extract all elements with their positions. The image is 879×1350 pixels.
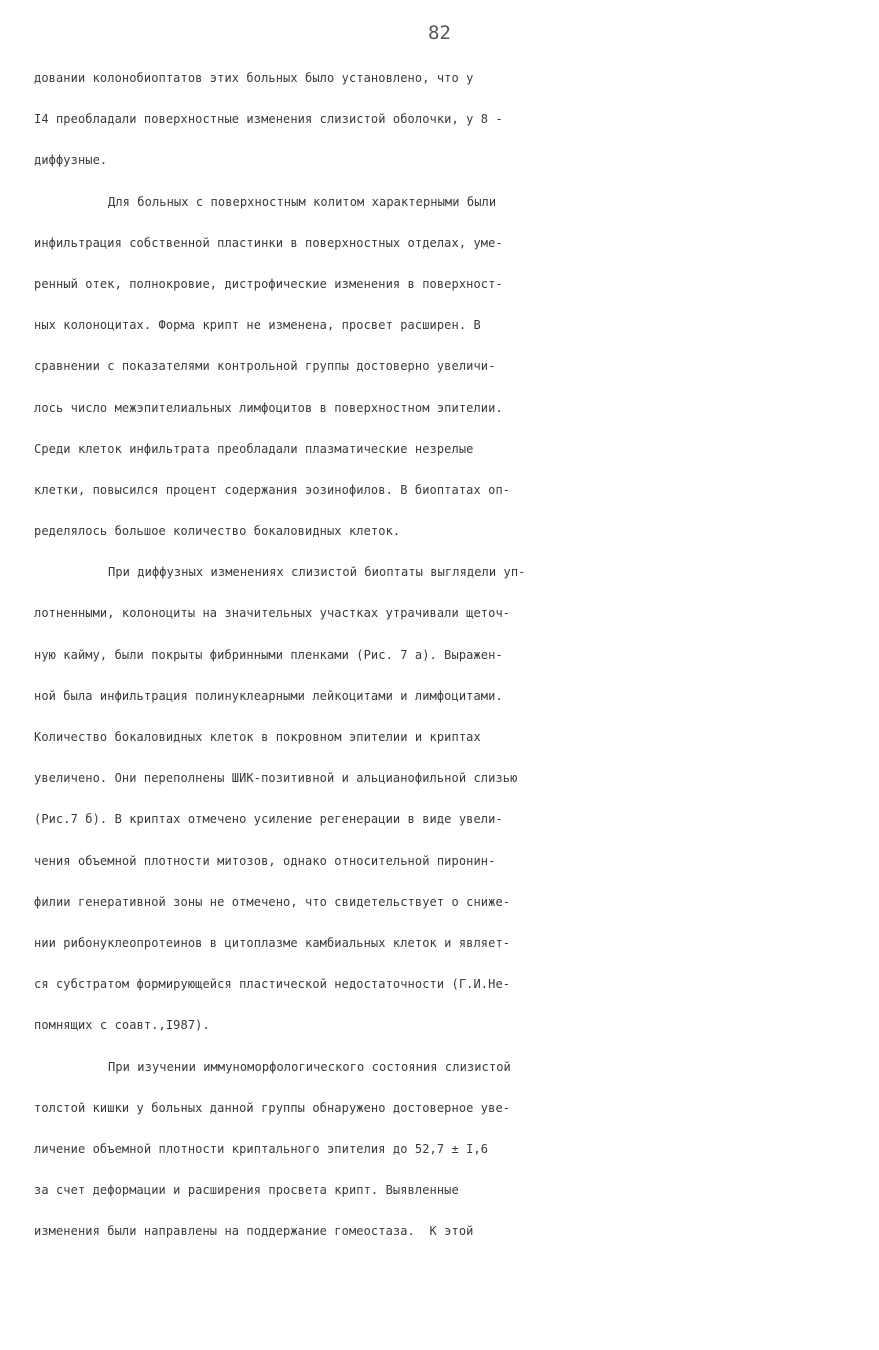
text-line: лось число межэпителиальных лимфоцитов в поверхностном эпителии.: [34, 400, 503, 415]
text-line: филии генеративной зоны не отмечено, что свидетельствует о сниже-: [34, 894, 511, 909]
text-line: клетки, повысился процент содержания эозинофилов. В биоптатах оп-: [34, 482, 511, 497]
text-line: Среди клеток инфильтрата преобладали плазматические незрелые: [34, 441, 474, 456]
text-line: довании колонобиоптатов этих больных было установлено, что у: [34, 71, 474, 85]
text-line: I4 преобладали поверхностные изменения слизистой оболочки, у 8 -: [34, 112, 503, 127]
text-line: изменения были направлены на поддержание гомеостаза. К этой: [34, 1224, 474, 1239]
text-line: При изучении иммуноморфологического состояния слизистой: [108, 1059, 511, 1074]
body-text: [34, 58, 844, 1252]
text-line: При диффузных изменениях слизистой биоптаты выглядели уп-: [108, 565, 526, 580]
text-line: ся субстратом формирующейся пластической недостаточности (Г.И.Не-: [34, 977, 511, 992]
text-line: лотненными, колоноциты на значительных участках утрачивали щеточ-: [34, 606, 511, 621]
text-line: ределялось большое количество бокаловидных клеток.: [34, 524, 401, 539]
text-line: диффузные.: [34, 153, 108, 168]
page-number: 82: [428, 22, 451, 44]
text-line: толстой кишки у больных данной группы обнаружено достоверное уве-: [34, 1100, 511, 1115]
text-line: помнящих с соавт.,I987).: [34, 1018, 210, 1033]
text-line: Количество бокаловидных клеток в покровном эпителии и криптах: [34, 730, 481, 744]
text-line: (Рис.7 б). В криптах отмечено усиление регенерации в виде увели-: [34, 812, 503, 827]
text-line: ренный отек, полнокровие, дистрофические изменения в поверхност-: [34, 276, 503, 291]
text-line: инфильтрация собственной пластинки в поверхностных отделах, уме-: [34, 235, 503, 250]
text-line: ную кайму, были покрыты фибринными пленками (Рис. 7 а). Выражен-: [34, 647, 503, 662]
text-line: увеличено. Они переполнены ШИК-позитивной и альцианофильной слизью: [34, 771, 518, 786]
text-line: личение объемной плотности криптального эпителия до 52,7 ± I,6: [34, 1141, 489, 1156]
text-line: Для больных с поверхностным колитом характерными были: [108, 194, 497, 209]
text-line: нии рибонуклеопротеинов в цитоплазме камбиальных клеток и являет-: [34, 935, 511, 950]
text-line: чения объемной плотности митозов, однако относительной пиронин-: [34, 853, 496, 868]
text-line: сравнении с показателями контрольной группы достоверно увеличи-: [34, 359, 496, 374]
text-line: ной была инфильтрация полинуклеарными лейкоцитами и лимфоцитами.: [34, 688, 503, 703]
text-line: ных колоноцитах. Форма крипт не изменена, просвет расширен. В: [34, 318, 481, 333]
text-line: за счет деформации и расширения просвета крипт. Выявленные: [34, 1183, 459, 1198]
